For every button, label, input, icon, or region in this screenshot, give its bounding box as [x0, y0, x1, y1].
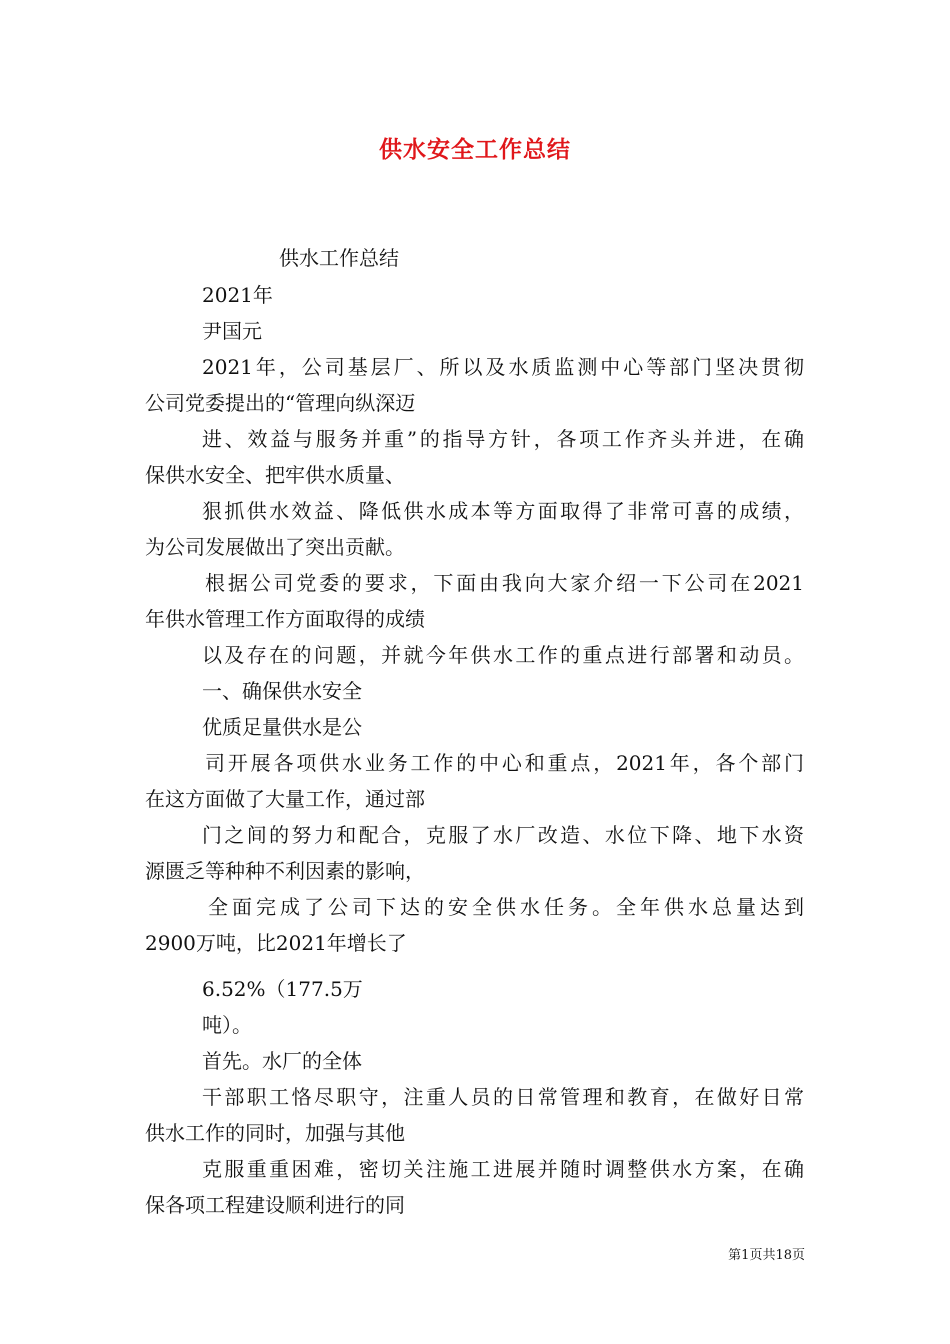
text-line: 克服重重困难，密切关注施工进展并随时调整供水方案，在确 — [202, 1157, 804, 1181]
text-line: 公司党委提出的“管理向纵深迈 — [145, 391, 416, 415]
page-footer-page-number: 第1页共18页 — [728, 1248, 805, 1263]
text-line: 2021年，公司基层厂、所以及水质监测中心等部门坚决贯彻 — [202, 355, 804, 379]
text-line: 保供水安全、把牢供水质量、 — [145, 463, 405, 487]
text-line: 年供水管理工作方面取得的成绩 — [145, 607, 425, 631]
text-line: 门之间的努力和配合，克服了水厂改造、水位下降、地下水资 — [202, 823, 804, 847]
text-line: 全面完成了公司下达的安全供水任务。全年供水总量达到 — [208, 895, 804, 919]
text-line: 供水工作总结 — [279, 246, 399, 270]
text-line: 一、确保供水安全 — [202, 679, 362, 703]
text-line: 首先。水厂的全体 — [202, 1049, 362, 1073]
text-line: 干部职工恪尽职守，注重人员的日常管理和教育，在做好日常 — [202, 1085, 804, 1109]
text-line: 供水工作的同时，加强与其他 — [145, 1121, 405, 1145]
text-line: 2900万吨，比2021年增长了 — [145, 931, 407, 955]
text-line: 优质足量供水是公 — [202, 715, 362, 739]
text-line: 2021年 — [202, 283, 273, 307]
text-line: 根据公司党委的要求，下面由我向大家介绍一下公司在2021 — [205, 571, 804, 595]
text-line: 尹国元 — [202, 319, 262, 343]
text-line: 狠抓供水效益、降低供水成本等方面取得了非常可喜的成绩， — [202, 499, 804, 523]
text-line: 以及存在的问题，并就今年供水工作的重点进行部署和动员。 — [202, 643, 804, 667]
text-line: 吨）。 — [202, 1013, 252, 1037]
text-line: 为公司发展做出了突出贡献。 — [145, 535, 405, 559]
text-line: 6.52%（177.5万 — [202, 977, 363, 1001]
text-line: 在这方面做了大量工作，通过部 — [145, 787, 425, 811]
document-title: 供水安全工作总结 — [379, 136, 571, 163]
text-line: 进、效益与服务并重”的指导方针，各项工作齐头并进，在确 — [202, 427, 804, 451]
text-line: 保各项工程建设顺利进行的同 — [145, 1193, 405, 1217]
text-line: 源匮乏等种种不利因素的影响， — [145, 859, 425, 883]
text-line: 司开展各项供水业务工作的中心和重点，2021年，各个部门 — [205, 751, 804, 775]
